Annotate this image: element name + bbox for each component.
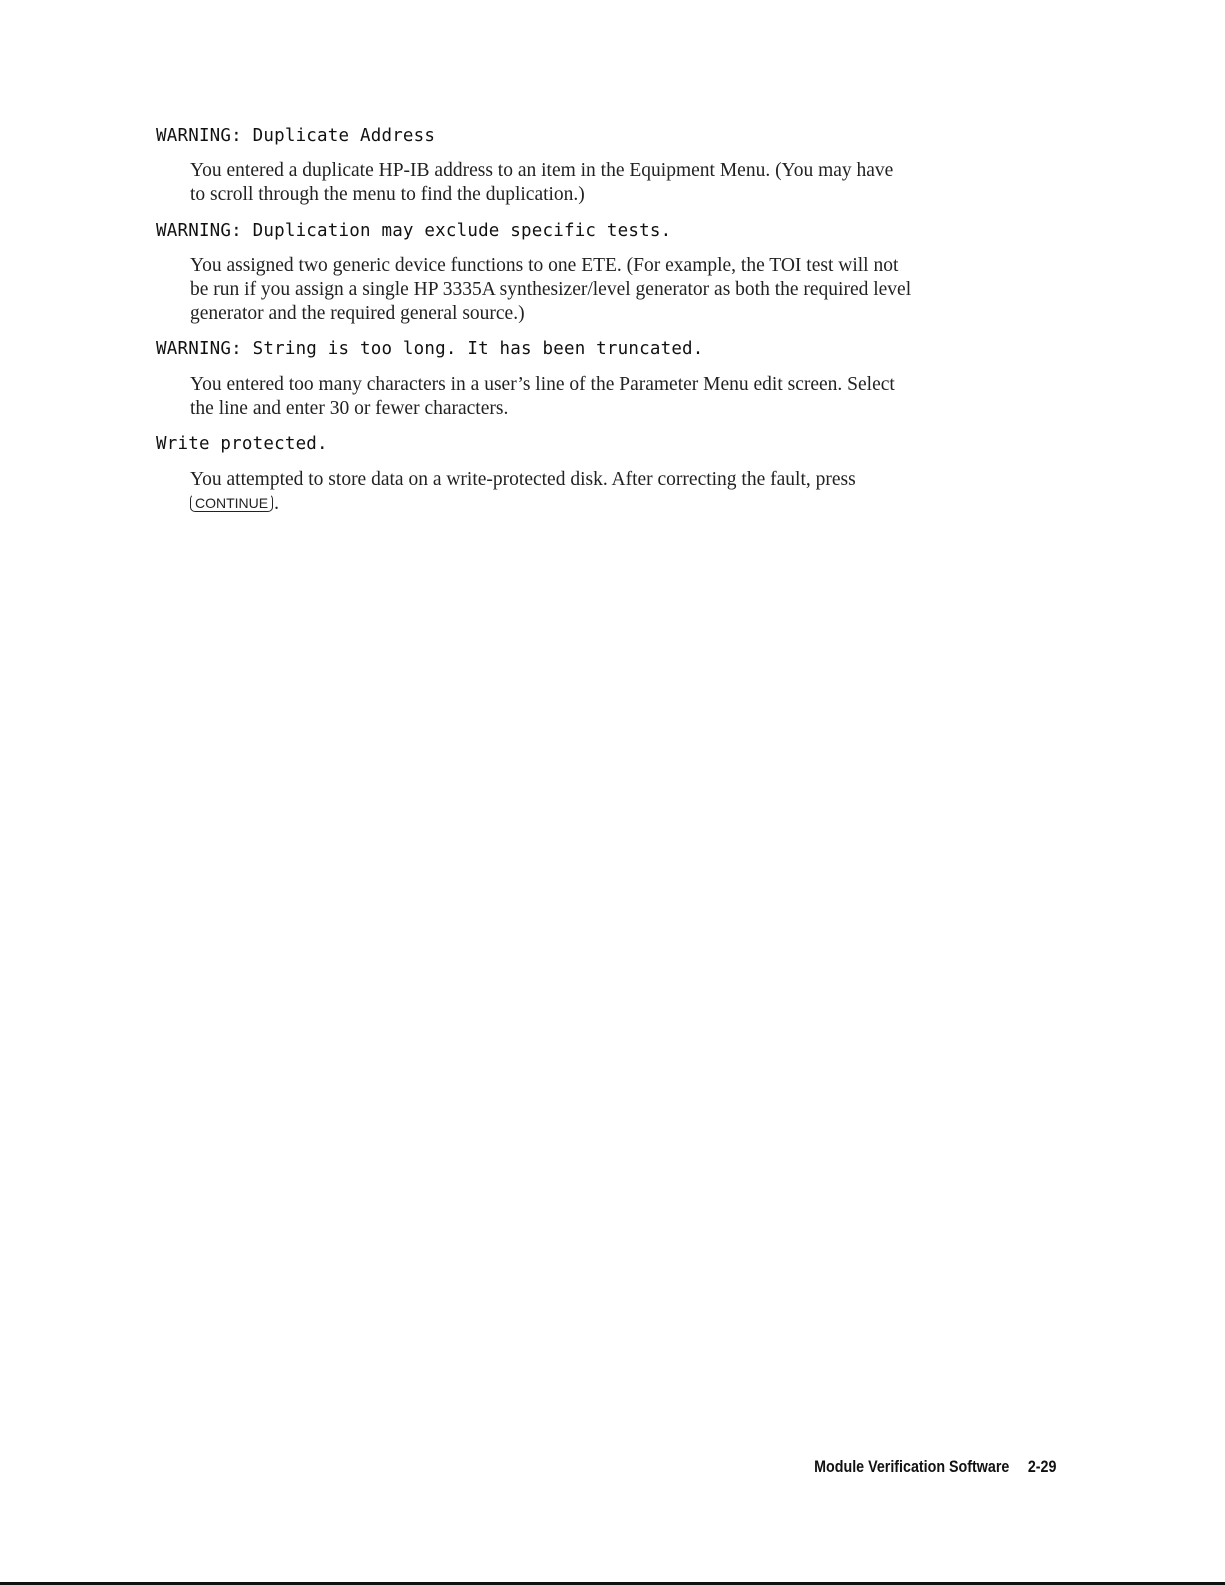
warning-duplicate-address-description bbox=[190, 159, 1070, 207]
write-protected-heading: Write protected. bbox=[156, 434, 328, 454]
description-line: You entered a duplicate HP-IB address to an item in the Equipment Menu. (You may have bbox=[190, 160, 894, 181]
warning-duplication-heading: WARNING: Duplication may exclude specific tests. bbox=[156, 221, 672, 241]
warning-duplicate-address-heading: WARNING: Duplicate Address bbox=[156, 126, 436, 146]
description-line: to scroll through the menu to find the duplication.) bbox=[190, 184, 585, 205]
description-line: You attempted to store data on a write-protected disk. After correcting the fault, press bbox=[190, 469, 856, 490]
page-footer bbox=[814, 1456, 1056, 1478]
description-line: You assigned two generic device functions to one ETE. (For example, the TOI test will not bbox=[190, 255, 899, 276]
description-line: You entered too many characters in a user’s line of the Parameter Menu edit screen. Select bbox=[190, 374, 895, 395]
warning-string-too-long-description bbox=[190, 373, 1070, 421]
description-line bbox=[190, 492, 1070, 516]
page-number: 2-29 bbox=[1027, 1457, 1056, 1476]
warning-duplication-description bbox=[190, 254, 1070, 326]
description-line: be run if you assign a single HP 3335A synthesizer/level generator as both the required level bbox=[190, 279, 912, 300]
sentence-period: . bbox=[274, 493, 279, 514]
warning-string-too-long-heading: WARNING: String is too long. It has been truncated. bbox=[156, 339, 704, 359]
footer-section-title: Module Verification Software bbox=[813, 1457, 1009, 1476]
continue-key: CONTINUE bbox=[190, 494, 273, 512]
write-protected-description bbox=[190, 468, 1070, 516]
description-line: generator and the required general source.) bbox=[190, 303, 525, 324]
description-line: the line and enter 30 or fewer characters. bbox=[190, 398, 509, 419]
